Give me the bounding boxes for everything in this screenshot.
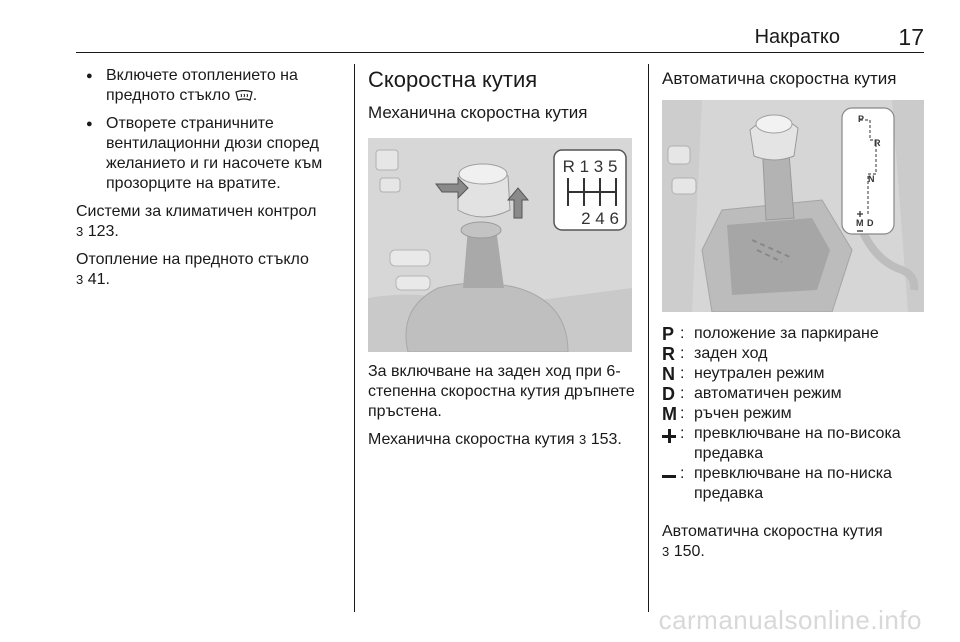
column-divider-left — [354, 64, 355, 612]
reference-manual-gearbox[interactable]: Механична скоростна кутия 3 153. — [368, 431, 622, 448]
bullet-item: ● Включете отоплението на предното стъкло . — [76, 66, 338, 106]
running-header-title: Накратко — [754, 26, 840, 48]
legend-row-park: P : положение за паркиране — [662, 324, 926, 344]
reference-windscreen-heating[interactable]: Отопление на предното стъкло 3 41. — [76, 251, 309, 288]
selector-label-d: D — [867, 218, 874, 228]
reference-arrow-icon: 3 — [76, 224, 84, 239]
right-column — [662, 64, 926, 570]
selector-label-r: R — [874, 138, 881, 148]
figure-caption: За включване на заден ход при 6-степенна скоростна кутия дръпнете пръстена. — [368, 363, 635, 420]
legend-text: превключване на по-висока предавка — [694, 425, 901, 462]
legend-key: M — [662, 404, 677, 424]
left-column — [76, 66, 338, 298]
header-rule — [76, 52, 924, 53]
reference-arrow-icon: 3 — [76, 272, 84, 287]
legend-row-drive: D : автоматичен режим — [662, 384, 926, 404]
gear-position-legend — [662, 324, 926, 504]
page-number: 17 — [898, 24, 924, 50]
legend-row-downshift: : превключване на по-ниска предавка — [662, 464, 926, 504]
legend-row-neutral: N : неутрален режим — [662, 364, 926, 384]
legend-key: P — [662, 324, 675, 344]
gear-pattern-bottom: 2 4 6 — [581, 209, 619, 228]
legend-text: положение за паркиране — [694, 325, 879, 342]
bullet-text: Отворете страничните вентилационни дюзи според желанието и ги насочете към прозорците на вратите. — [106, 115, 323, 192]
manual-gearbox-illustration — [368, 138, 632, 352]
legend-row-reverse: R : заден ход — [662, 344, 926, 364]
gear-pattern-top: R 1 3 5 — [562, 157, 618, 176]
reference-climate-control[interactable]: Системи за климатичен контрол 3 123. — [76, 203, 317, 240]
section-heading: Автоматична скоростна кутия — [662, 69, 897, 88]
bullet-item — [76, 114, 338, 194]
legend-row-manual: M : ръчен режим — [662, 404, 926, 424]
selector-label-n: N — [868, 174, 875, 184]
legend-row-upshift: : превключване на по-висока предавка — [662, 424, 926, 464]
legend-key: R — [662, 344, 675, 364]
reference-arrow-icon: 3 — [662, 544, 670, 559]
middle-column — [368, 64, 640, 458]
legend-text: неутрален режим — [694, 365, 825, 382]
reference-automatic-gearbox[interactable]: Автоматична скоростна кутия 3 150. — [662, 523, 883, 560]
reference-arrow-icon: 3 — [579, 432, 587, 447]
minus-icon — [662, 464, 680, 504]
legend-text: превключване на по-ниска предавка — [694, 465, 892, 502]
selector-label-m: M — [856, 218, 864, 228]
legend-key: D — [662, 384, 675, 404]
legend-text: заден ход — [694, 345, 768, 362]
subsection-heading: Механична скоростна кутия — [368, 103, 588, 122]
section-heading: Скоростна кутия — [368, 67, 538, 92]
column-divider-right — [648, 64, 649, 612]
selector-label-p: P — [858, 114, 865, 124]
windscreen-heating-icon — [235, 90, 253, 102]
legend-key: N — [662, 364, 675, 384]
legend-text: ръчен режим — [694, 405, 792, 422]
watermark: carmanualsonline.info — [658, 605, 922, 635]
legend-text: автоматичен режим — [694, 385, 842, 402]
bullet-text: Включете отоплението на предното стъкло — [106, 67, 298, 104]
plus-icon — [662, 424, 680, 464]
automatic-gearbox-illustration — [662, 100, 924, 312]
